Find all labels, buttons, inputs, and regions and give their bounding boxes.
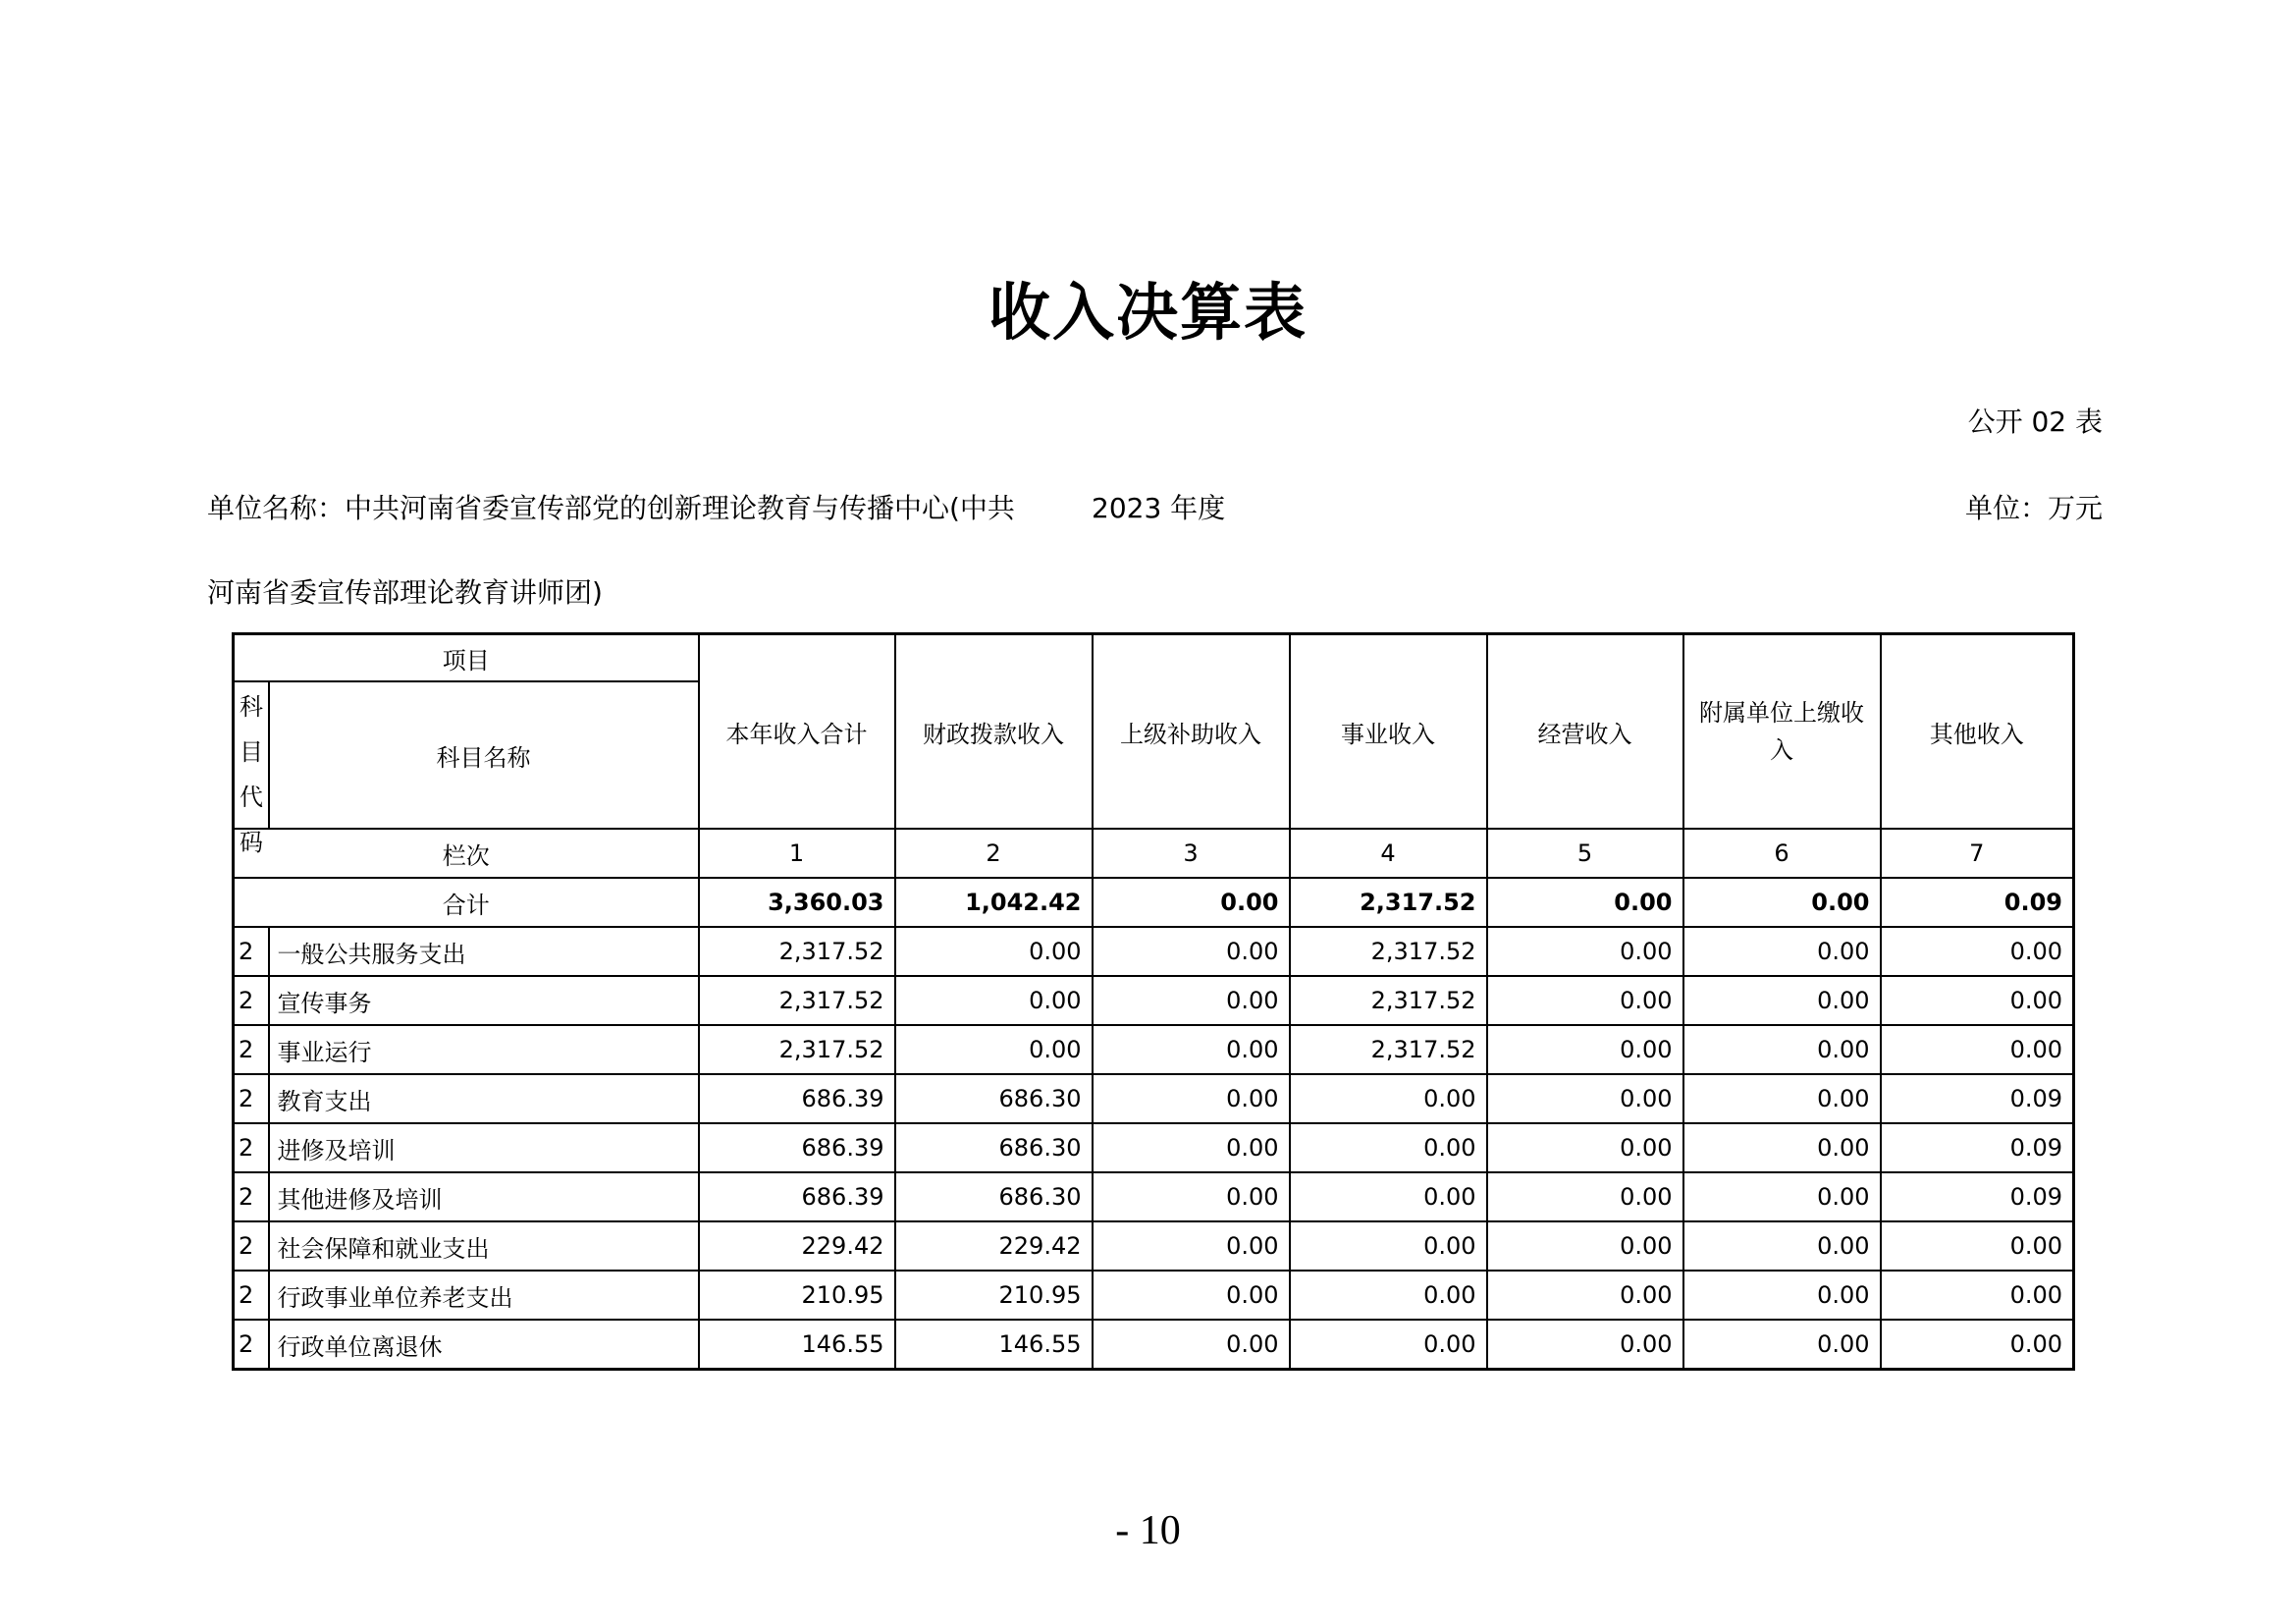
row-name: 一般公共服务支出 — [269, 927, 699, 976]
row-value: 0.00 — [1881, 976, 2074, 1025]
index-cell: 3 — [1093, 829, 1290, 878]
row-value: 0.00 — [1487, 976, 1683, 1025]
table-row — [234, 1123, 2074, 1172]
total-cell: 0.00 — [1093, 878, 1290, 927]
income-table — [232, 632, 2075, 1371]
row-value: 686.30 — [895, 1172, 1093, 1221]
header-col-2: 财政拨款收入 — [895, 634, 1093, 830]
total-cell: 2,317.52 — [1290, 878, 1487, 927]
row-value: 2,317.52 — [699, 976, 895, 1025]
index-cell: 4 — [1290, 829, 1487, 878]
row-name: 进修及培训 — [269, 1123, 699, 1172]
unit-name-line1: 单位名称：中共河南省委宣传部党的创新理论教育与传播中心(中共 — [207, 492, 1015, 524]
row-value: 0.00 — [1881, 1221, 2074, 1271]
row-value: 0.00 — [1487, 927, 1683, 976]
row-value: 146.55 — [699, 1320, 895, 1370]
row-value: 0.00 — [1683, 927, 1881, 976]
row-value: 0.00 — [895, 927, 1093, 976]
total-cell: 1,042.42 — [895, 878, 1093, 927]
row-value: 0.09 — [1881, 1123, 2074, 1172]
index-label: 栏次 — [234, 829, 699, 878]
document-title: 收入决算表 — [988, 276, 1308, 349]
row-value: 0.00 — [1290, 1074, 1487, 1123]
row-value: 0.00 — [1487, 1271, 1683, 1320]
header-col-3: 上级补助收入 — [1093, 634, 1290, 830]
row-name: 行政事业单位养老支出 — [269, 1271, 699, 1320]
row-value: 0.00 — [1093, 1025, 1290, 1074]
header-code-cell — [234, 681, 269, 856]
row-code: 2 — [234, 1074, 269, 1123]
row-value: 0.00 — [1487, 1025, 1683, 1074]
table-row — [234, 1320, 2074, 1370]
page-number: - 10 — [1115, 1508, 1181, 1553]
row-name: 其他进修及培训 — [269, 1172, 699, 1221]
row-value: 0.00 — [1093, 1123, 1290, 1172]
header-col-7: 其他收入 — [1881, 634, 2074, 830]
table-row — [234, 1271, 2074, 1320]
row-value: 229.42 — [895, 1221, 1093, 1271]
row-value: 686.30 — [895, 1074, 1093, 1123]
row-value: 2,317.52 — [699, 1025, 895, 1074]
row-value: 2,317.52 — [699, 927, 895, 976]
row-value: 0.00 — [1093, 976, 1290, 1025]
row-code: 2 — [234, 1221, 269, 1271]
row-value: 0.00 — [1881, 1271, 2074, 1320]
header-col-1: 本年收入合计 — [699, 634, 895, 830]
row-value: 0.00 — [1487, 1320, 1683, 1370]
row-code: 2 — [234, 927, 269, 976]
index-cell: 7 — [1881, 829, 2074, 878]
row-value: 0.00 — [1683, 976, 1881, 1025]
row-value: 0.00 — [1290, 1271, 1487, 1320]
index-cell: 5 — [1487, 829, 1683, 878]
table-row — [234, 1172, 2074, 1221]
row-name: 行政单位离退休 — [269, 1320, 699, 1370]
row-value: 210.95 — [699, 1271, 895, 1320]
table-row — [234, 1221, 2074, 1271]
row-code: 2 — [234, 1271, 269, 1320]
fiscal-year: 2023 年度 — [1092, 492, 1226, 524]
row-value: 0.00 — [1683, 1025, 1881, 1074]
total-cell: 0.00 — [1487, 878, 1683, 927]
row-value: 0.00 — [1093, 1320, 1290, 1370]
row-name: 宣传事务 — [269, 976, 699, 1025]
row-value: 686.39 — [699, 1172, 895, 1221]
row-value: 0.09 — [1881, 1074, 2074, 1123]
row-value: 0.00 — [1487, 1221, 1683, 1271]
row-code: 2 — [234, 1172, 269, 1221]
row-value: 0.00 — [1290, 1221, 1487, 1271]
index-row — [234, 829, 2074, 878]
row-value: 0.00 — [1290, 1123, 1487, 1172]
row-name: 社会保障和就业支出 — [269, 1221, 699, 1271]
row-value: 0.00 — [1683, 1074, 1881, 1123]
row-value: 0.00 — [1683, 1320, 1881, 1370]
row-value: 2,317.52 — [1290, 927, 1487, 976]
row-value: 0.00 — [1290, 1320, 1487, 1370]
total-row — [234, 878, 2074, 927]
index-cell: 6 — [1683, 829, 1881, 878]
header-code: 科目代码 — [240, 693, 263, 856]
row-code: 2 — [234, 1025, 269, 1074]
header-name: 科目名称 — [269, 681, 699, 829]
row-value: 0.00 — [1683, 1123, 1881, 1172]
row-value: 0.00 — [1881, 1320, 2074, 1370]
row-value: 0.00 — [1093, 1221, 1290, 1271]
table-row — [234, 927, 2074, 976]
total-cell: 0.00 — [1683, 878, 1881, 927]
currency-unit: 单位：万元 — [1964, 492, 2103, 524]
header-item: 项目 — [234, 634, 699, 682]
row-value: 146.55 — [895, 1320, 1093, 1370]
row-value: 0.00 — [1683, 1221, 1881, 1271]
row-value: 686.30 — [895, 1123, 1093, 1172]
row-value: 0.00 — [1093, 1074, 1290, 1123]
row-value: 0.00 — [1487, 1172, 1683, 1221]
index-cell: 1 — [699, 829, 895, 878]
row-value: 0.09 — [1881, 1172, 2074, 1221]
row-value: 0.00 — [1487, 1074, 1683, 1123]
row-value: 0.00 — [1093, 927, 1290, 976]
header-col-5: 经营收入 — [1487, 634, 1683, 830]
row-code: 2 — [234, 1320, 269, 1370]
row-value: 2,317.52 — [1290, 1025, 1487, 1074]
table-row — [234, 976, 2074, 1025]
row-value: 686.39 — [699, 1123, 895, 1172]
row-value: 686.39 — [699, 1074, 895, 1123]
row-name: 教育支出 — [269, 1074, 699, 1123]
row-name: 事业运行 — [269, 1025, 699, 1074]
row-value: 0.00 — [1683, 1172, 1881, 1221]
header-col-6: 附属单位上缴收入 — [1683, 634, 1881, 830]
row-code: 2 — [234, 1123, 269, 1172]
header-col-4: 事业收入 — [1290, 634, 1487, 830]
index-cell: 2 — [895, 829, 1093, 878]
row-value: 0.00 — [1487, 1123, 1683, 1172]
row-value: 0.00 — [1683, 1271, 1881, 1320]
row-value: 2,317.52 — [1290, 976, 1487, 1025]
row-value: 0.00 — [1093, 1172, 1290, 1221]
row-value: 229.42 — [699, 1221, 895, 1271]
table-row — [234, 1025, 2074, 1074]
row-value: 0.00 — [1881, 927, 2074, 976]
table-row — [234, 1074, 2074, 1123]
header-row-1 — [234, 634, 2074, 682]
row-value: 210.95 — [895, 1271, 1093, 1320]
total-cell: 0.09 — [1881, 878, 2074, 927]
total-label: 合计 — [234, 878, 699, 927]
form-number: 公开 02 表 — [1967, 406, 2103, 438]
row-value: 0.00 — [1881, 1025, 2074, 1074]
row-value: 0.00 — [1290, 1172, 1487, 1221]
row-value: 0.00 — [895, 976, 1093, 1025]
row-value: 0.00 — [1093, 1271, 1290, 1320]
unit-name-line2: 河南省委宣传部理论教育讲师团) — [207, 576, 603, 609]
total-cell: 3,360.03 — [699, 878, 895, 927]
row-code: 2 — [234, 976, 269, 1025]
row-value: 0.00 — [895, 1025, 1093, 1074]
